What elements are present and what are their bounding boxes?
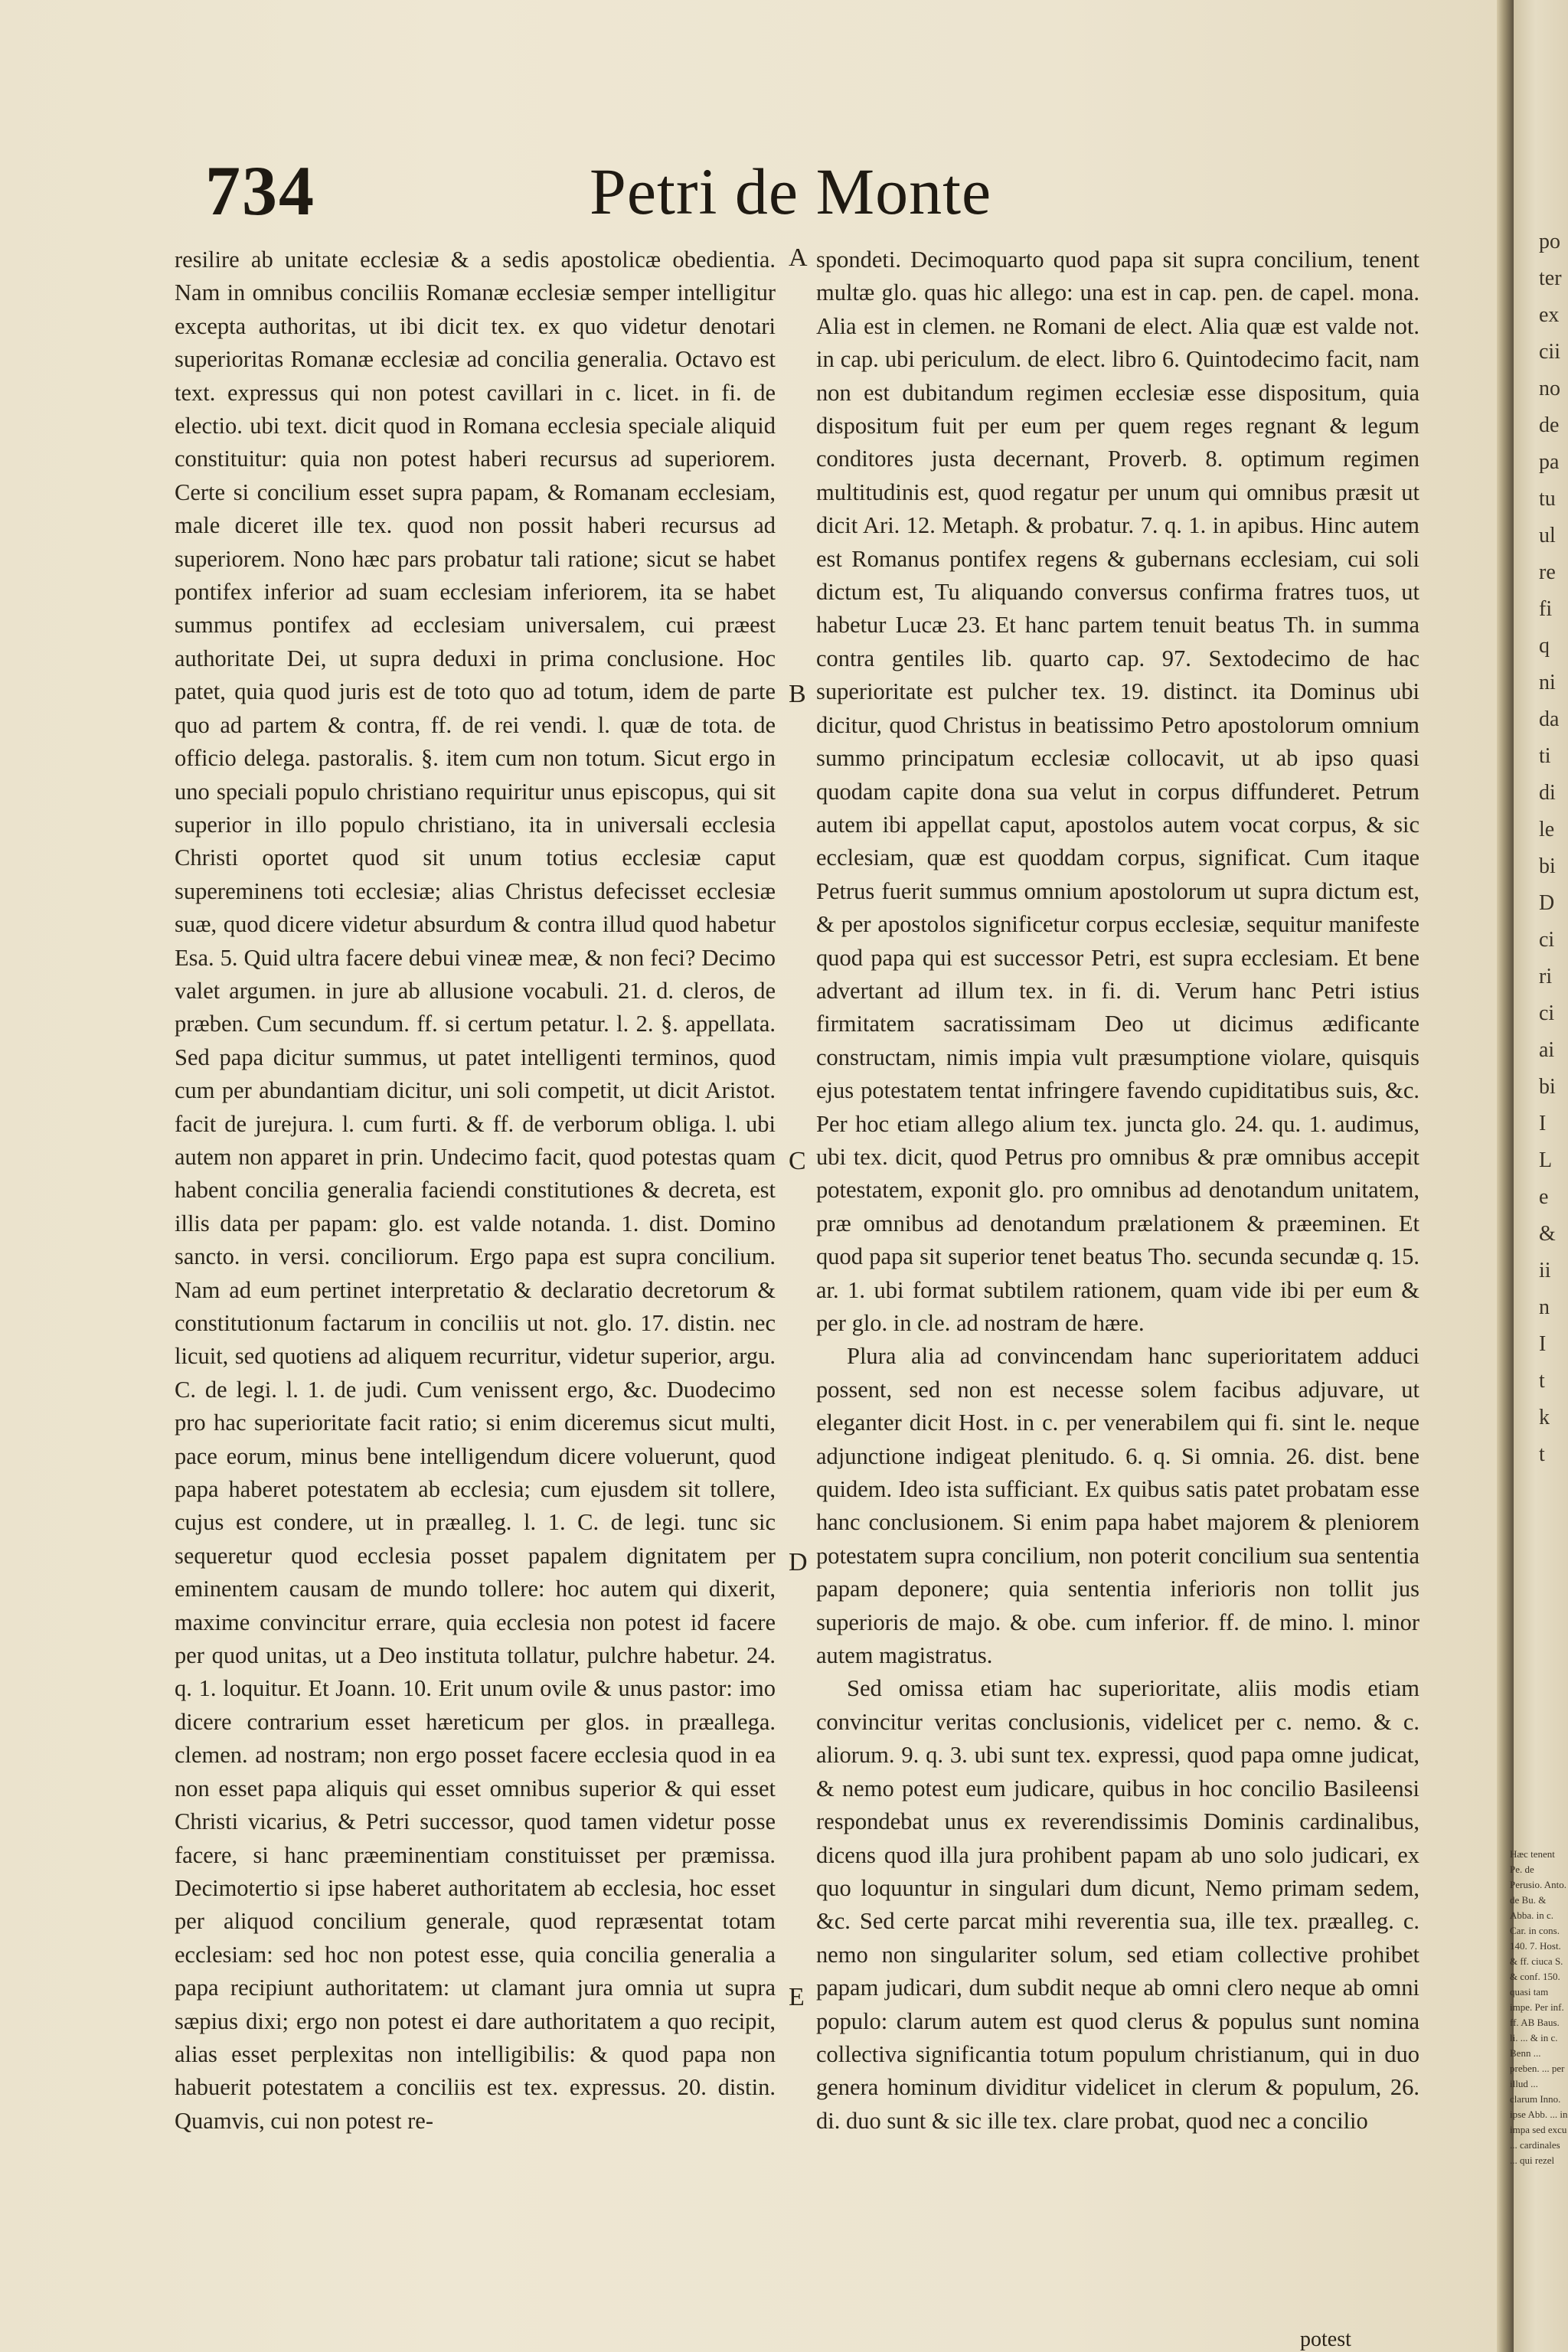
adjacent-page-line-fragment: q (1539, 634, 1550, 658)
adjacent-page-line-fragment: bi (1539, 1075, 1556, 1099)
adjacent-page-line-fragment: ter (1539, 266, 1562, 290)
adjacent-page-line-fragment: ri (1539, 965, 1553, 988)
adjacent-page-line-fragment: ii (1539, 1259, 1551, 1282)
adjacent-page-line-fragment: ti (1539, 744, 1551, 768)
adjacent-page-line-fragment: ci (1539, 928, 1555, 952)
adjacent-page-line-fragment: pa (1539, 450, 1560, 474)
section-marker-d: D (789, 1548, 808, 1576)
adjacent-page-line-fragment: & (1539, 1222, 1556, 1246)
adjacent-page-line-fragment: da (1539, 707, 1560, 731)
adjacent-page-line-fragment: le (1539, 818, 1555, 841)
section-marker-b: B (789, 680, 806, 708)
adjacent-page-line-fragment: L (1539, 1148, 1553, 1172)
right-column (816, 243, 1419, 2138)
adjacent-page-line-fragment: ai (1539, 1038, 1555, 1062)
catchword: potest (1300, 2328, 1351, 2351)
adjacent-page-line-fragment: ul (1539, 524, 1556, 547)
adjacent-page-line-fragment: D (1539, 891, 1555, 915)
running-title: Petri de Monte (590, 155, 992, 228)
adjacent-page-line-fragment: no (1539, 377, 1560, 400)
adjacent-page-line-fragment: I (1539, 1332, 1547, 1356)
adjacent-page-line-fragment: n (1539, 1295, 1550, 1319)
adjacent-page-margin-note: Hæc tenent Pe. de Perusio. Anto. de Bu. & Abba. in c. Car. in cons. 140. 7. Host. & ff. ciuca S. & conf. 150. quasi tam impe. Per inf. ff. AB Baus. li. ... & in c. Benn ... preben. ... per illud ... clarum Inno. ipse Abb. ... in impa sed excu ... cardinales ... qui rezel (1510, 1848, 1568, 2166)
section-marker-c: C (789, 1147, 806, 1175)
right-column-paragraph-2: Plura alia ad convincendam hanc superioritatem adduci possent, sed non est necesse solem facibus adjuvare, ut eleganter dicit Host. in c. per venerabilem qui fi. sint le. neque adjunctione indigeat plenitudo. 6. q. Si omnia. 26. dist. bene quidem. Ideo ista sufficiant. Ex quibus satis patet probatam esse hanc conclusionem. Si enim papa habet majorem & pleniorem potestatem supra concilium, non poterit concilium sua sententia papam deponere; quia sententia inferioris non tollit jus superioris de majo. & obe. cum inferior. ff. de mino. l. minor autem magistratus. (816, 1343, 1419, 1669)
left-column (175, 243, 776, 2138)
adjacent-page-line-fragment: tu (1539, 487, 1556, 511)
right-column-paragraph-3: Sed omissa etiam hac superioritate, aliis modis etiam convincitur veritas conclusionis, videlicet per c. nemo. & c. aliorum. 9. q. 3. ubi sunt tex. expressi, quod papa omne judicat, & nemo potest eum judicare, quibus in hoc concilio Basileensi respondebat unus ex reverendissimis Dominis cardinalibus, dicens quod illa jura prohibent papam ab uno solo judicari, ex quo loquuntur in singulari dum dicunt, Nemo primam sedem, &c. Sed certe parcat mihi reverentia sua, ille tex. præalleg. c. nemo non singulariter solum, sed etiam collective prohibet papam judicari, dum subdit neque ab omni clero neque ab omni populo: clarum autem est quod clerus & populus sunt nomina collectiva significantia totum populum christianum, qui in duo genera hominum dividitur videlicet in clerum & populum, 26. di. duo sunt & sic ille tex. clare probat, quod nec a concilio (816, 1675, 1419, 2134)
adjacent-page-line-fragment: di (1539, 781, 1556, 805)
adjacent-page-line-fragment: ex (1539, 303, 1560, 327)
left-column-text: resilire ab unitate ecclesiæ & a sedis apostolicæ obedientia. Nam in omnibus conciliis Romanæ ecclesiæ semper intelligitur excepta authoritas, ut ibi dicit tex. ex quo videtur denotari superioritas Romanæ ecclesiæ ad concilia generalia. Octavo est text. expressus qui non potest cavillari in c. licet. in fi. de electio. ubi text. dicit quod in Romana ecclesia speciale aliquid constituitur: quia non potest haberi recursus ad superiorem. Certe si concilium esset supra papam, & Romanam ecclesiam, male diceret ille tex. quod non possit haberi recursus ad superiorem. Nono hæc pars probatur tali ratione; sicut se habet pontifex inferior ad suam ecclesiam inferiorem, ita se habet summus pontifex ad ecclesiam universalem, cui præest authoritate Dei, ut supra deduxi in prima conclusione. Hoc patet, quia quod juris est de toto quo ad totum, idem de parte quo ad partem & contra, ff. de rei vendi. l. quæ de tota. de officio delega. pastoralis. §. item cum non totum. Sicut ergo in uno speciali populo christiano requiritur unus episcopus, qui sit superior in illo populo christiano, ita in universali ecclesia Christi oportet quod sit unum totius ecclesiæ caput supereminens toti ecclesiæ; alias Christus defecisset ecclesiæ suæ, quod dicere videtur absurdum & contra illud quod habetur Esa. 5. Quid ultra facere debui vineæ meæ, & non feci? Decimo valet argumen. in jure ab allusione vocabuli. 21. d. cleros, de præben. Cum secundum. ff. si certum petatur. l. 2. §. appellata. Sed papa dicitur summus, ut patet intelligenti terminos, quod cum per abundantiam dicitur, uni soli competit, ut dicit Aristot. facit de jurejura. l. cum furti. & ff. de verborum obliga. l. ubi autem non apparet in prin. Undecimo facit, quod potestas quam habent concilia generalia faciendi constitutiones & decreta, est illis data per papam: glo. est valde notanda. 1. dist. Domino sancto. in versi. conciliorum. Ergo papa est supra concilium. Nam ad eum pertinet interpretatio & declaratio decretorum & constitutionum factarum in conciliis ut not. glo. 17. distin. nec licuit, sed quotiens ad aliquem recurritur, videtur superior, argu. C. de legi. l. 1. de judi. Cum venissent ergo, &c. Duodecimo pro hac superioritate facit ratio; si enim diceremus sicut multi, pace eorum, minus bene intelligendum dicere voluerunt, quod papa haberet potestatem ab ecclesia; cum ejusdem sit tollere, cujus est condere, ut in præalleg. l. 1. C. de legi. tunc sic sequeretur quod ecclesia posset papalem dignitatem per eminentem causam de mundo tollere: hoc autem qui dixerit, maxime convincitur errare, quia ecclesia non potest id facere per quod unitas, ut a Deo instituta tollatur, pulchre habetur. 24. q. 1. loquitur. Et Joann. 10. Erit unum ovile & unus pastor: imo dicere contrarium esset hæreticum per glos. in præallega. clemen. ad nostram; non ergo posset facere ecclesia quod in ea non esset papa aliquis qui esset omnibus superior & qui esset Christi vicarius, & Petri successor, quod tamen videtur posse facere, si hanc præeminentiam constituisset per præmissa. Decimotertio si ipse haberet authoritatem ab ecclesia, hoc esset per aliquod concilium generale, quod repræsentat totam ecclesiam: sed hoc non potest esse, quia concilia generalia a papa recipiunt authoritatem: ut clamant jura omnia ut supra sæpius dixi; ergo non potest ei dare authoritatem a quo recipit, alias esset perplexitas non intelligibilis: & quod papa non habuerit potestatem a conciliis est tex. expressus. 20. distin. Quamvis, cui non potest re- (175, 247, 776, 2134)
page-number: 734 (205, 152, 315, 230)
adjacent-page-line-fragment: t (1539, 1442, 1545, 1466)
section-marker-e: E (789, 1983, 805, 2011)
adjacent-page-line-fragment: I (1539, 1112, 1547, 1135)
adjacent-page-line-fragment: fi (1539, 597, 1553, 621)
section-marker-a: A (789, 243, 808, 272)
adjacent-page-line-fragment: re (1539, 560, 1556, 584)
adjacent-page-line-fragment: t (1539, 1369, 1545, 1393)
adjacent-page-line-fragment: de (1539, 413, 1560, 437)
adjacent-page-line-fragment: cii (1539, 340, 1560, 364)
adjacent-page-line-fragment: ni (1539, 671, 1556, 694)
adjacent-page-line-fragment: k (1539, 1406, 1550, 1429)
adjacent-page-line-fragment: e (1539, 1185, 1549, 1209)
right-column-paragraph-1: spondeti. Decimoquarto quod papa sit supra concilium, tenent multæ glo. quas hic allego: una est in cap. pen. de capel. mona. Alia est in clemen. ne Romani de elect. Alia quæ est valde not. in cap. ubi periculum. de elect. libro 6. Quintodecimo facit, nam non est dubitandum regimen ecclesiæ esse dispositum, quia dispositum fuit per eum per quem reges regnant & legum conditores justa decernant, Proverb. 8. optimum regimen multitudinis est, quod regatur per unum qui omnibus præsit ut dicit Ari. 12. Metaph. & probatur. 7. q. 1. in apibus. Hinc autem est Romanus pontifex regens & gubernans ecclesiam, cui soli dictum est, Tu aliquando conversus confirma fratres tuos, ut habetur Lucæ 23. Et hanc partem tenuit beatus Th. in summa contra gentiles lib. quarto cap. 97. Sextodecimo de hac superioritate est pulcher tex. 19. distinct. ita Dominus ubi dicitur, quod Christus in beatissimo Petro apostolorum omnium summo principatum ecclesiæ collocavit, ut ab ipso quasi quodam capite dona sua velut in corpus diffunderet. Petrum autem ibi appellat caput, apostolos autem vocat corpus, & sic ecclesiam, quæ est quoddam corpus, significat. Cum itaque Petrus fuerit summus omnium apostolorum ut supra dictum est, & per apostolos significetur corpus ecclesiæ, sequitur manifeste quod papa qui est successor Petri, est supra ecclesiam. Et bene advertant ad illum tex. in fi. di. Verum hanc Petri istius firmitatem sacratissimam Deo ut dicimus ædificante constructam, nimis impia vult præsumptione violare, quisquis ejus potestatem tentat infringere favendo cupiditatibus suis, &c. Per hoc etiam allego alium tex. juncta glo. 24. qu. 1. audimus, ubi tex. dicit, quod Petrus pro omnibus & præ omnibus accepit potestatem, exponit glo. pro omnibus ad denotandum unitatem, præ omnibus ad denotandum prælationem & præeminen. Et quod papa sit superior tenet beatus Tho. secunda secundæ q. 15. ar. 1. ubi format subtilem rationem, quam vide ibi per eum & per glo. in cle. ad nostram de hære. (816, 247, 1419, 1336)
adjacent-page-line-fragment: bi (1539, 854, 1556, 878)
adjacent-page-line-fragment: ci (1539, 1001, 1555, 1025)
adjacent-page-line-fragment: po (1539, 230, 1560, 253)
